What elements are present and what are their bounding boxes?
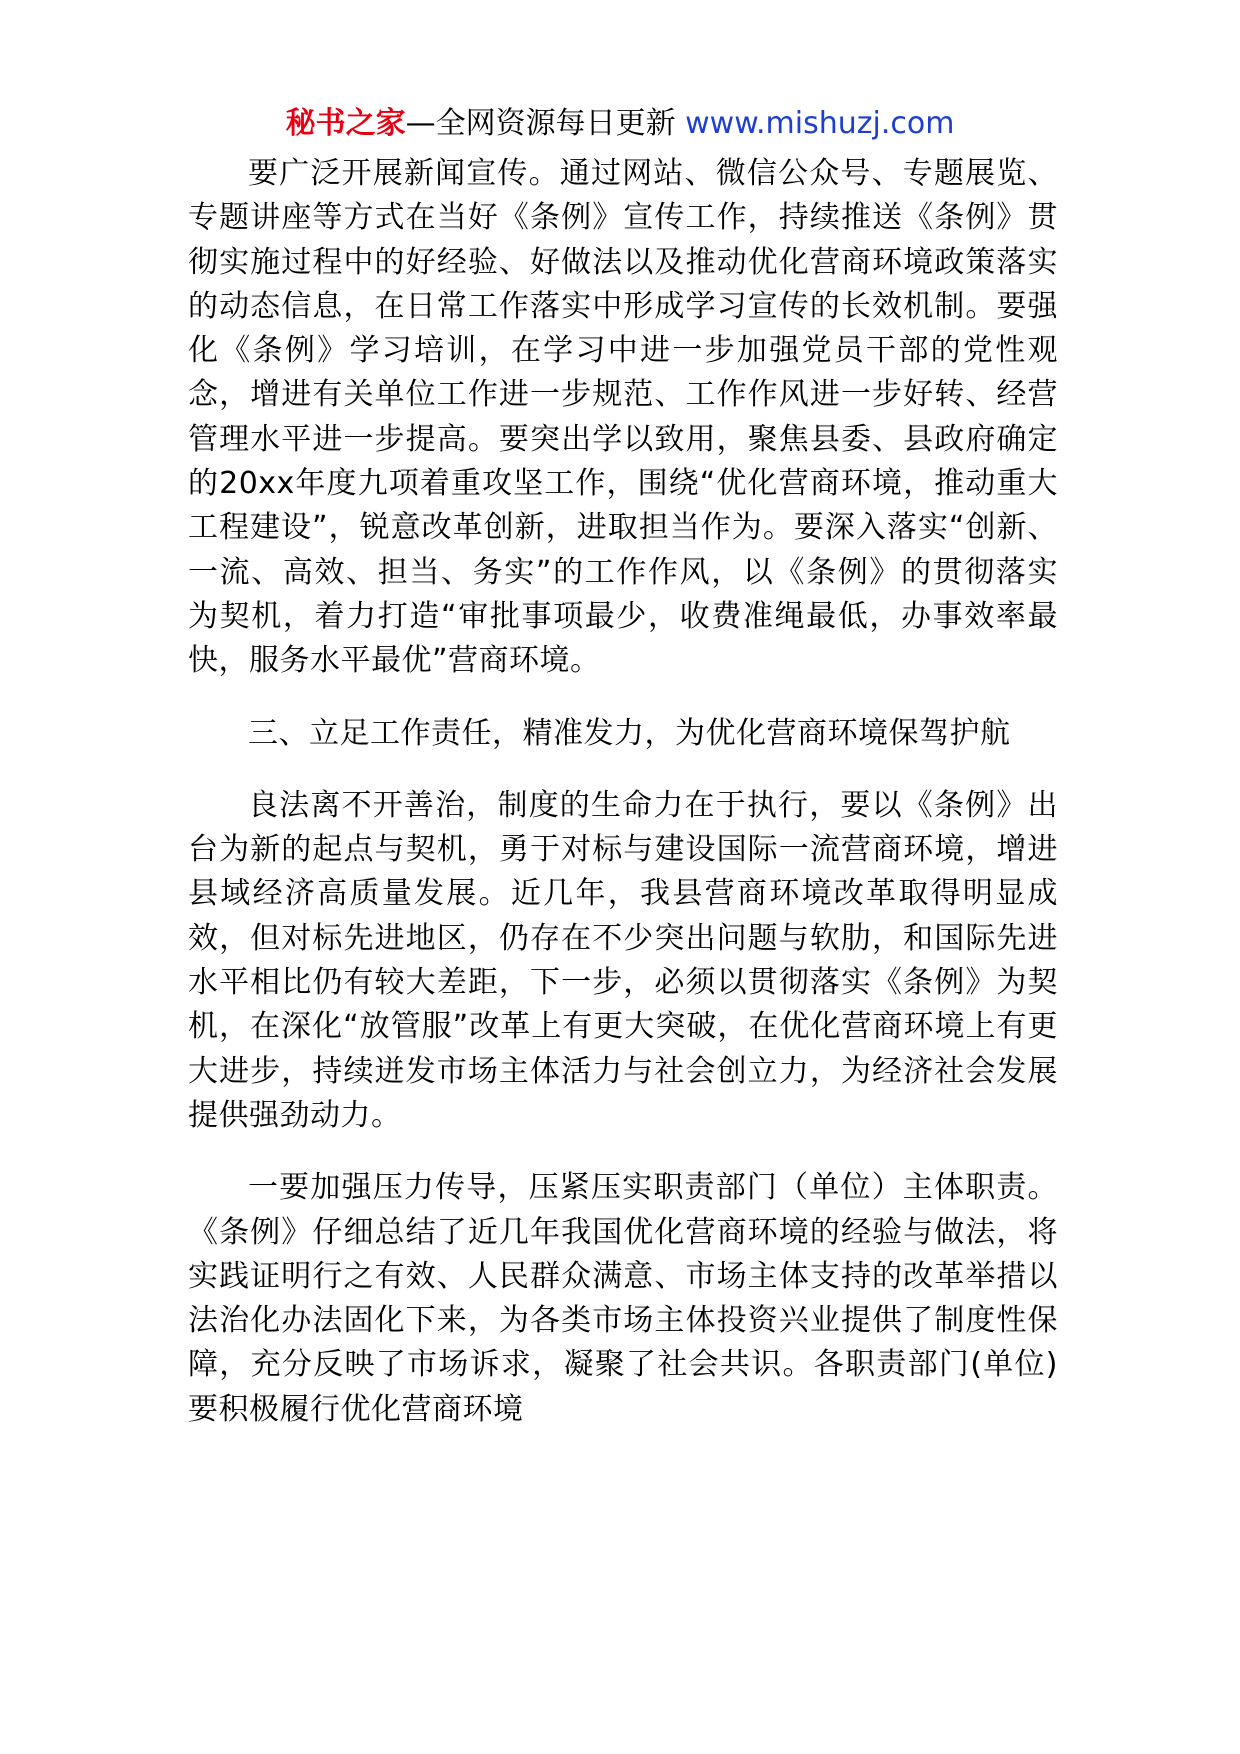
paragraph-pressure: 一要加强压力传导，压紧压实职责部门（单位）主体职责。《条例》仔细总结了近几年我国优化营商环境的经验与做法，将实践证明行之有效、人民群众满意、市场主体支持的改革举措以法治化办法固化下来，为各类市场主体投资兴业提供了制度性保障，充分反映了市场诉求，凝聚了社会共识。各职责部门(单位)要积极履行优化营商环境 [188, 1170, 1058, 1427]
site-brand: 秘书之家 [285, 106, 406, 141]
site-url-link[interactable]: www.mishuzj.com [685, 106, 955, 141]
section-heading-three: 三、立足工作责任，精准发力，为优化营商环境保驾护航 [248, 715, 1011, 751]
document-body [188, 152, 1058, 1460]
paragraph-publicity: 要广泛开展新闻宣传。通过网站、微信公众号、专题展览、专题讲座等方式在当好《条例》宣传工作，持续推送《条例》贯彻实施过程中的好经验、好做法以及推动优化营商环境政策落实的动态信息，在日常工作落实中形成学习宣传的长效机制。要强化《条例》学习培训，在学习中进一步加强党员干部的党性观念，增进有关单位工作进一步规范、工作作风进一步好转、经营管理水平进一步提高。要突出学以致用，聚焦县委、县政府确定的20xx年度九项着重攻坚工作，围绕“优化营商环境，推动重大工程建设”，锐意改革创新，进取担当作为。要深入落实“创新、一流、高效、担当、务实”的工作作风，以《条例》的贯彻落实为契机，着力打造“审批事项最少，收费准绳最低，办事效率最快，服务水平最优”营商环境。 [188, 156, 1058, 679]
site-slogan: —全网资源每日更新 [405, 106, 676, 141]
document-header [0, 104, 1240, 144]
paragraph-governance: 良法离不开善治，制度的生命力在于执行，要以《条例》出台为新的起点与契机，勇于对标与建设国际一流营商环境，增进县域经济高质量发展。近几年，我县营商环境改革取得明显成效，但对标先进地区，仍存在不少突出问题与软肋，和国际先进水平相比仍有较大差距，下一步，必须以贯彻落实《条例》为契机，在深化“放管服”改革上有更大突破，在优化营商环境上有更大进步，持续迸发市场主体活力与社会创立力，为经济社会发展提供强劲动力。 [188, 787, 1058, 1133]
